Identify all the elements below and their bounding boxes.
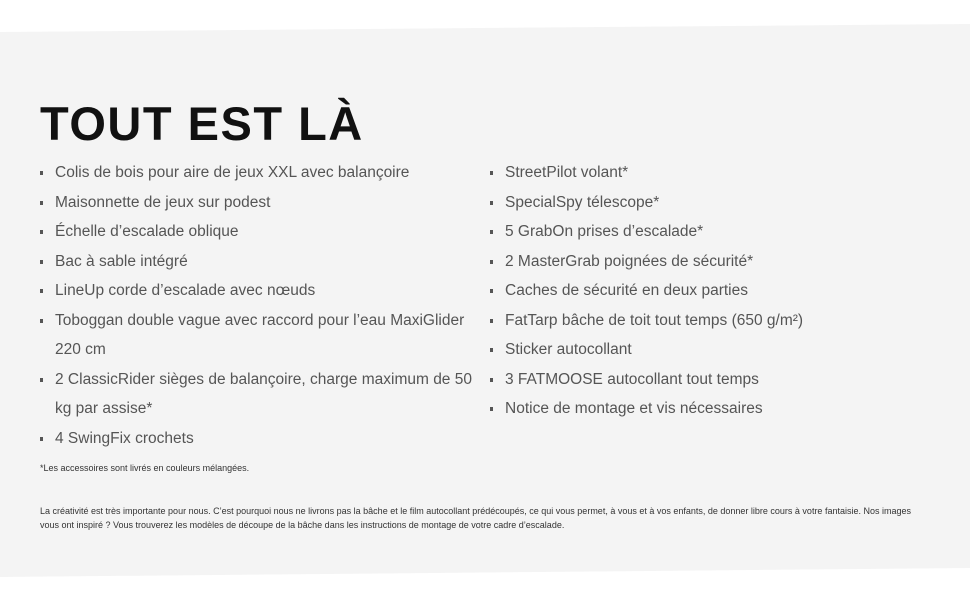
list-item-text: Notice de montage et vis nécessaires	[505, 400, 763, 417]
list-item	[490, 247, 910, 277]
bullet-icon	[40, 289, 43, 293]
list-item-text: SpecialSpy télescope*	[505, 193, 660, 211]
list-item-text: LineUp corde d’escalade avec nœuds	[55, 282, 316, 299]
bullet-icon	[490, 230, 493, 234]
list-item	[490, 276, 910, 306]
list-item	[40, 365, 490, 424]
list-item	[40, 188, 490, 218]
bullet-icon	[490, 260, 493, 264]
list-item	[40, 306, 490, 365]
list-item	[490, 394, 910, 424]
bullet-icon	[490, 378, 493, 382]
list-item	[490, 217, 910, 247]
bullet-icon	[490, 171, 493, 175]
list-item	[40, 247, 490, 277]
bullet-icon	[40, 171, 43, 175]
list-item	[490, 306, 910, 336]
list-item-text: 5 GrabOn prises d’escalade*	[505, 223, 704, 240]
list-item-text: 4 SwingFix crochets	[55, 429, 194, 447]
bullet-icon	[490, 348, 493, 352]
list-item-text: Maisonnette de jeux sur podest	[55, 193, 271, 211]
list-item	[490, 335, 910, 365]
content	[40, 96, 940, 458]
list-item-text: Caches de sécurité en deux parties	[505, 282, 748, 299]
list-item-text: 2 MasterGrab poignées de sécurité*	[505, 252, 754, 270]
bullet-icon	[490, 289, 493, 293]
right-item-list	[490, 158, 910, 424]
list-item	[40, 158, 490, 188]
bullet-icon	[40, 260, 43, 264]
list-item-text: Échelle d’escalade oblique	[55, 223, 239, 240]
list-item	[490, 365, 910, 395]
list-item-text: FatTarp bâche de toit tout temps (650 g/m²)	[505, 311, 804, 329]
list-item	[40, 424, 490, 454]
bullet-icon	[40, 319, 43, 323]
list-item-text: StreetPilot volant*	[505, 164, 629, 181]
list-item	[490, 188, 910, 218]
creativity-paragraph: La créativité est très importante pour nous. C’est pourquoi nous ne livrons pas la bâche et le film autocollant prédécoupés, ce qui vous permet, à vous et à vos enfants, de donner libre cours à votre fantaisie. Nos images vous ont inspiré ? Vous trouverez les modèles de découpe de la bâche dans les instructions de montage de votre cadre d’escalade.	[40, 506, 911, 530]
list-item-text: Sticker autocollant	[505, 341, 632, 358]
list-item	[490, 158, 910, 188]
left-item-list	[40, 158, 490, 453]
accessories-footnote: *Les accessoires sont livrés en couleurs mélangées.	[40, 463, 250, 473]
list-item-text: Colis de bois pour aire de jeux XXL avec balançoire	[55, 164, 410, 181]
bullet-icon	[490, 407, 493, 411]
item-lists	[40, 158, 940, 458]
bullet-icon	[490, 201, 493, 205]
list-item-text: Toboggan double vague avec raccord pour l’eau MaxiGlider 220 cm	[55, 311, 465, 358]
bullet-icon	[40, 201, 43, 205]
list-item-text: 2 ClassicRider sièges de balançoire, charge maximum de 50 kg par assise*	[55, 370, 472, 417]
bullet-icon	[40, 378, 43, 382]
list-item-text: 3 FATMOOSE autocollant tout temps	[505, 370, 759, 388]
list-item	[40, 276, 490, 306]
list-item-text: Bac à sable intégré	[55, 252, 188, 270]
list-item	[40, 217, 490, 247]
bullet-icon	[40, 437, 43, 441]
bullet-icon	[40, 230, 43, 234]
page-title: TOUT EST LÀ	[40, 97, 364, 150]
bullet-icon	[490, 319, 493, 323]
